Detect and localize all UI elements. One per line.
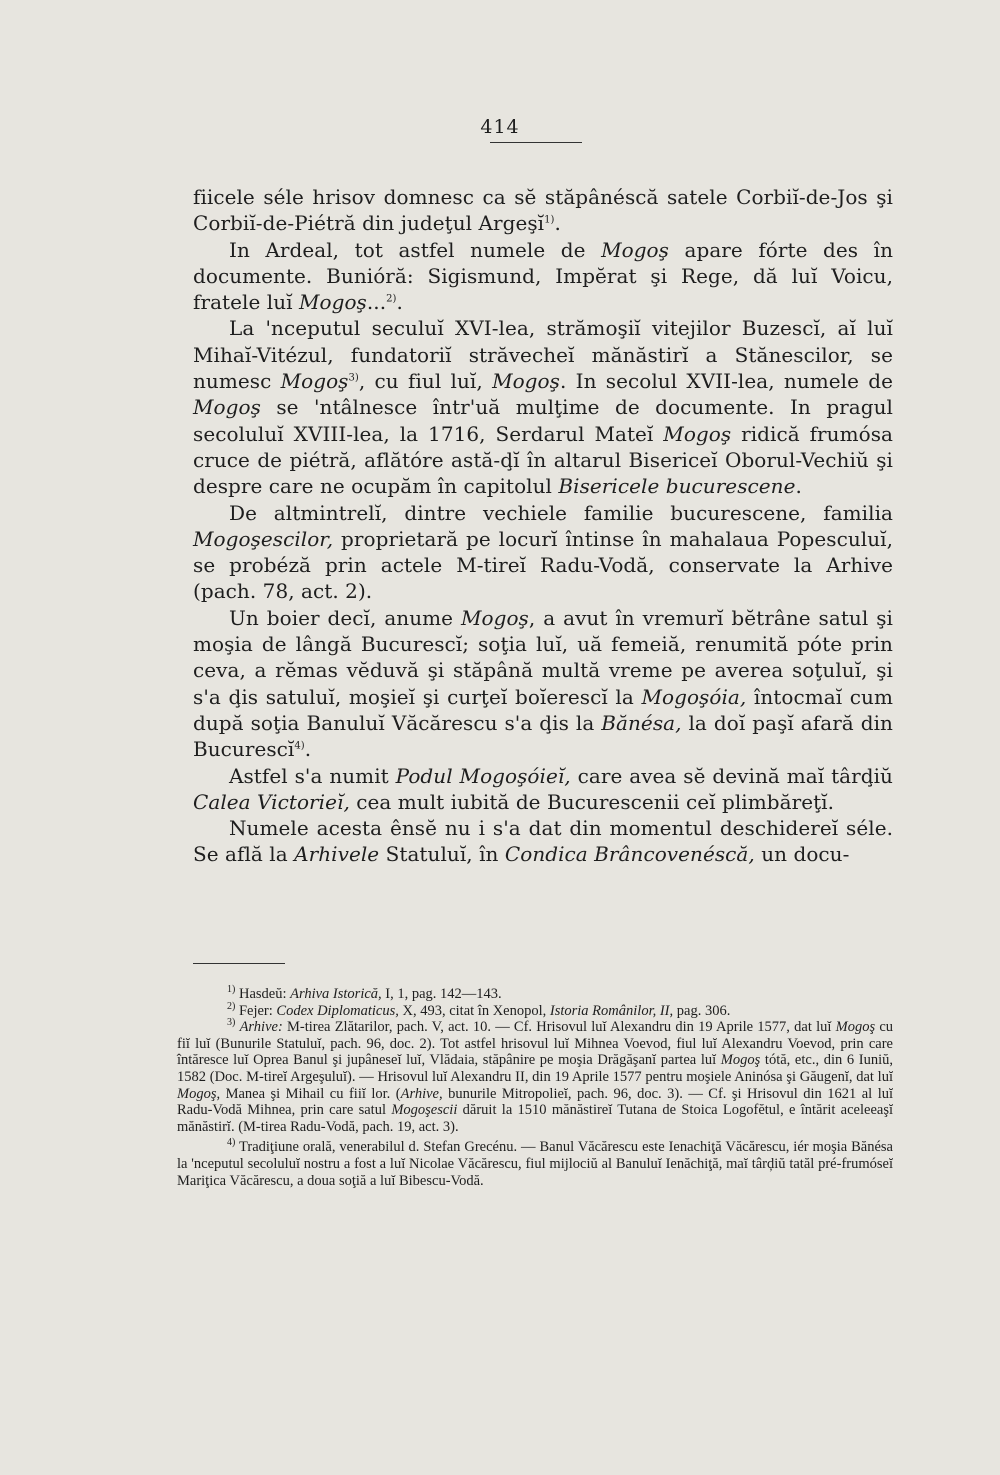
italic-text: Bănésa, — [601, 710, 682, 735]
paragraph — [193, 315, 893, 499]
italic-text: Mogoş — [193, 395, 261, 420]
page-number: 414 — [480, 116, 520, 138]
text-run: . — [396, 290, 403, 315]
text-run: . In secolul XVII-lea, numele de — [559, 369, 893, 394]
text-run: bunurile Mitropolieĭ, pach. 96, doc. 3). — Cf. şi Hrisovul din 1621 al luĭ Radu-Vodă Mihnea, prin care satul — [177, 1085, 893, 1119]
paragraph — [193, 237, 893, 316]
italic-text: Arhiva Istorică, — [290, 986, 382, 1002]
text-run: , cu fiul luĭ, — [358, 369, 493, 394]
text-run: dăruit la 1510 mănăstireĭ Tutana de Stoica Logofĕtul, e întărit aceleeaşĭ mănăstirĭ. (M-tirea Radu-Vodă, pach. 19, act. 3). — [177, 1102, 893, 1135]
italic-text: Mogoş — [492, 369, 560, 394]
italic-text: Podul Mogoşóieĭ, — [395, 763, 571, 788]
text-run: Hasdeŭ: — [235, 986, 291, 1002]
text-run: Tradiţiune orală, venerabilul d. Stefan Grecénu. — Banul Văcărescu este Ienachiţă Văcărescu, iér moşia Bănésa la 'nceputul secoluluĭ nostru a fost a luĭ Nicolae Văcărescu, fiul mijlociŭ al Banuluĭ Ienăchiţă, maĭ târḑiŭ tatăl pré-frumóseĭ Mariţica Văcărescu, a doua soţiă a luĭ Bibescu-Vodă. — [177, 1139, 893, 1189]
italic-text: Bisericele bucurescene — [558, 474, 796, 499]
text-run: ... — [366, 290, 387, 315]
paragraph — [193, 500, 893, 605]
text-run: pag. 306. — [673, 1002, 731, 1019]
text-run: . — [304, 737, 312, 762]
footnote-ref: 3) — [348, 372, 359, 384]
text-run: ridică frumósa cruce de piétră, aflătóre astă-ḑĭ în altarul Bisericeĭ Oborul-Vechiŭ şi despre care ne ocupăm în capitolul — [193, 421, 893, 499]
italic-text: Mogoşescii — [391, 1102, 458, 1119]
text-run: care avea sĕ devină maĭ târḑiŭ — [570, 763, 893, 788]
text-run: La 'nceputul seculuĭ XVI-lea, strămoşiĭ vitejilor Buzescĭ, aĭ luĭ Mihaĭ-Vitézul, fundatoriĭ străvecheĭ mănăstirĭ a Stănescilor, se numesc — [193, 316, 893, 394]
italic-text: Mogoş — [298, 290, 367, 315]
text-run: întocmaĭ cum după soţia Banuluĭ Văcărescu s'a ḑis la — [193, 684, 893, 735]
text-run: M-tirea Zlătarilor, pach. V, act. 10. — Cf. Hrisovul luĭ Alexandru din 19 Aprile 1577, dat luĭ — [282, 1019, 836, 1036]
italic-text: Calea Victorieĭ, — [193, 789, 350, 814]
italic-text: Mogoş — [663, 421, 732, 446]
text-run: se 'ntâlnesce într'uă mulţime de documente. In pragul secoluluĭ XVIII-lea, la 1716, Serdarul Mateĭ — [193, 395, 893, 446]
footnote — [177, 1000, 893, 1020]
italic-text: Mogoş — [720, 1052, 761, 1069]
italic-text: Mogoş — [601, 237, 669, 262]
text-run: Astfel s'a numit — [229, 763, 396, 788]
footnote-ref: 4) — [294, 740, 305, 752]
italic-text: Arhive: — [239, 1019, 283, 1036]
paragraph — [193, 763, 893, 816]
footnote-ref: 1) — [227, 984, 236, 996]
text-run: apare fórte des în documente. Bunióră: Sigismund, Impĕrat şi Rege, dă luĭ Voicu, fratele luĭ — [193, 237, 893, 315]
text-run: proprietară pe locurĭ întinse în mahalaua Popesculuĭ, se probéză prin actele M-tireĭ Radu-Vodă, conservate la Arhive (pach. 78, act. 2). — [193, 526, 893, 604]
text-run: la doĭ paşĭ afară din Bucurescĭ — [193, 710, 893, 762]
main-text — [193, 184, 893, 868]
text-run: X, 493, citat în Xenopol, — [398, 1002, 550, 1019]
text-run: In Ardeal, tot astfel numele de — [229, 237, 602, 262]
text-run: Numele acesta ênsĕ nu i s'a dat din momentul deschidereĭ séle. Se află la — [193, 816, 893, 867]
footnote-ref: 4) — [227, 1137, 236, 1149]
italic-text: Mogoş — [835, 1019, 876, 1036]
text-run: fiicele séle hrisov domnesc ca sĕ stăpânéscă satele Corbiĭ-de-Jos şi Corbiĭ-de-Piétră din judeţul Argeşĭ — [193, 185, 893, 236]
paragraph — [193, 605, 893, 763]
italic-text: Mogoş — [460, 605, 529, 630]
footnote-ref: 2) — [386, 293, 397, 305]
footnote-ref: 1) — [544, 214, 555, 226]
text-run: Statuluĭ, în — [379, 842, 505, 867]
footnote-ref: 2) — [227, 1000, 236, 1012]
paragraph — [193, 815, 893, 868]
footnotes — [177, 986, 893, 1189]
text-run: . — [554, 211, 561, 236]
text-run: tótă, etc., din 6 Iuniŭ, 1582 (Doc. M-tireĭ Argeşuluĭ). — Hrisovul luĭ Alexandru II, din 19 Aprile 1577 pentru moşiele Aninósa şi Găugenĭ, dat luĭ — [177, 1052, 894, 1085]
header-rule — [490, 142, 582, 143]
italic-text: Istoria Românilor, II, — [549, 1002, 674, 1019]
italic-text: Mogoşescilor, — [193, 526, 334, 551]
italic-text: Codex Diplomaticus, — [276, 1002, 399, 1019]
text-run: Fejer: — [235, 1002, 277, 1019]
text-run: un docu- — [754, 842, 850, 867]
text-run: , a avut în vremurĭ bĕtrâne satul şi moşia de lângă Bucurescĭ; soţia luĭ, uă femeiă, renumită póte prin ceva, a rĕmas vĕduvă şi stăpână multă vreme pe averea soţuluĭ, şi s'a ḑis satuluĭ, moşieĭ şi curţeĭ boĭerescĭ la — [193, 605, 893, 709]
italic-text: Mogoşóia, — [641, 684, 747, 709]
text-run: Un boier decĭ, anume — [229, 605, 461, 630]
text-run: I, 1, pag. 142—143. — [381, 986, 502, 1002]
italic-text: Mogoş — [280, 369, 349, 394]
italic-text: Condica Brâncovenéscă, — [504, 842, 755, 867]
footnote — [177, 1139, 893, 1189]
footnote — [177, 986, 893, 1003]
italic-text: Arhive, — [400, 1085, 443, 1102]
footnote-ref: 3) — [227, 1017, 236, 1029]
text-run: . — [795, 474, 802, 499]
text-run: cea mult iubită de Bucurescenii ceĭ plimbăreţĭ. — [349, 789, 835, 814]
text-run: cu fiĭ luĭ (Bunurile Statuluĭ, pach. 96, doc. 2). Tot astfel hrisovul luĭ Mihnea Voevod, fiul luĭ Alexandru Voevod, prin care întăresce luĭ Oprea Banul şi jupâneseĭ luĭ, Vlădaia, stăpânire pe moşia Drăgăşanĭ partea luĭ — [177, 1019, 893, 1069]
italic-text: Arhivele — [294, 842, 380, 867]
footnote-rule — [193, 963, 285, 964]
text-run: De altmintrelĭ, dintre vechiele familie bucurescene, familia — [229, 500, 893, 525]
text-run: , Manea şi Mihail cu fiiĭ lor. ( — [216, 1085, 401, 1102]
footnote — [177, 1019, 893, 1135]
italic-text: Mogoş — [177, 1085, 217, 1102]
paragraph — [193, 184, 893, 237]
